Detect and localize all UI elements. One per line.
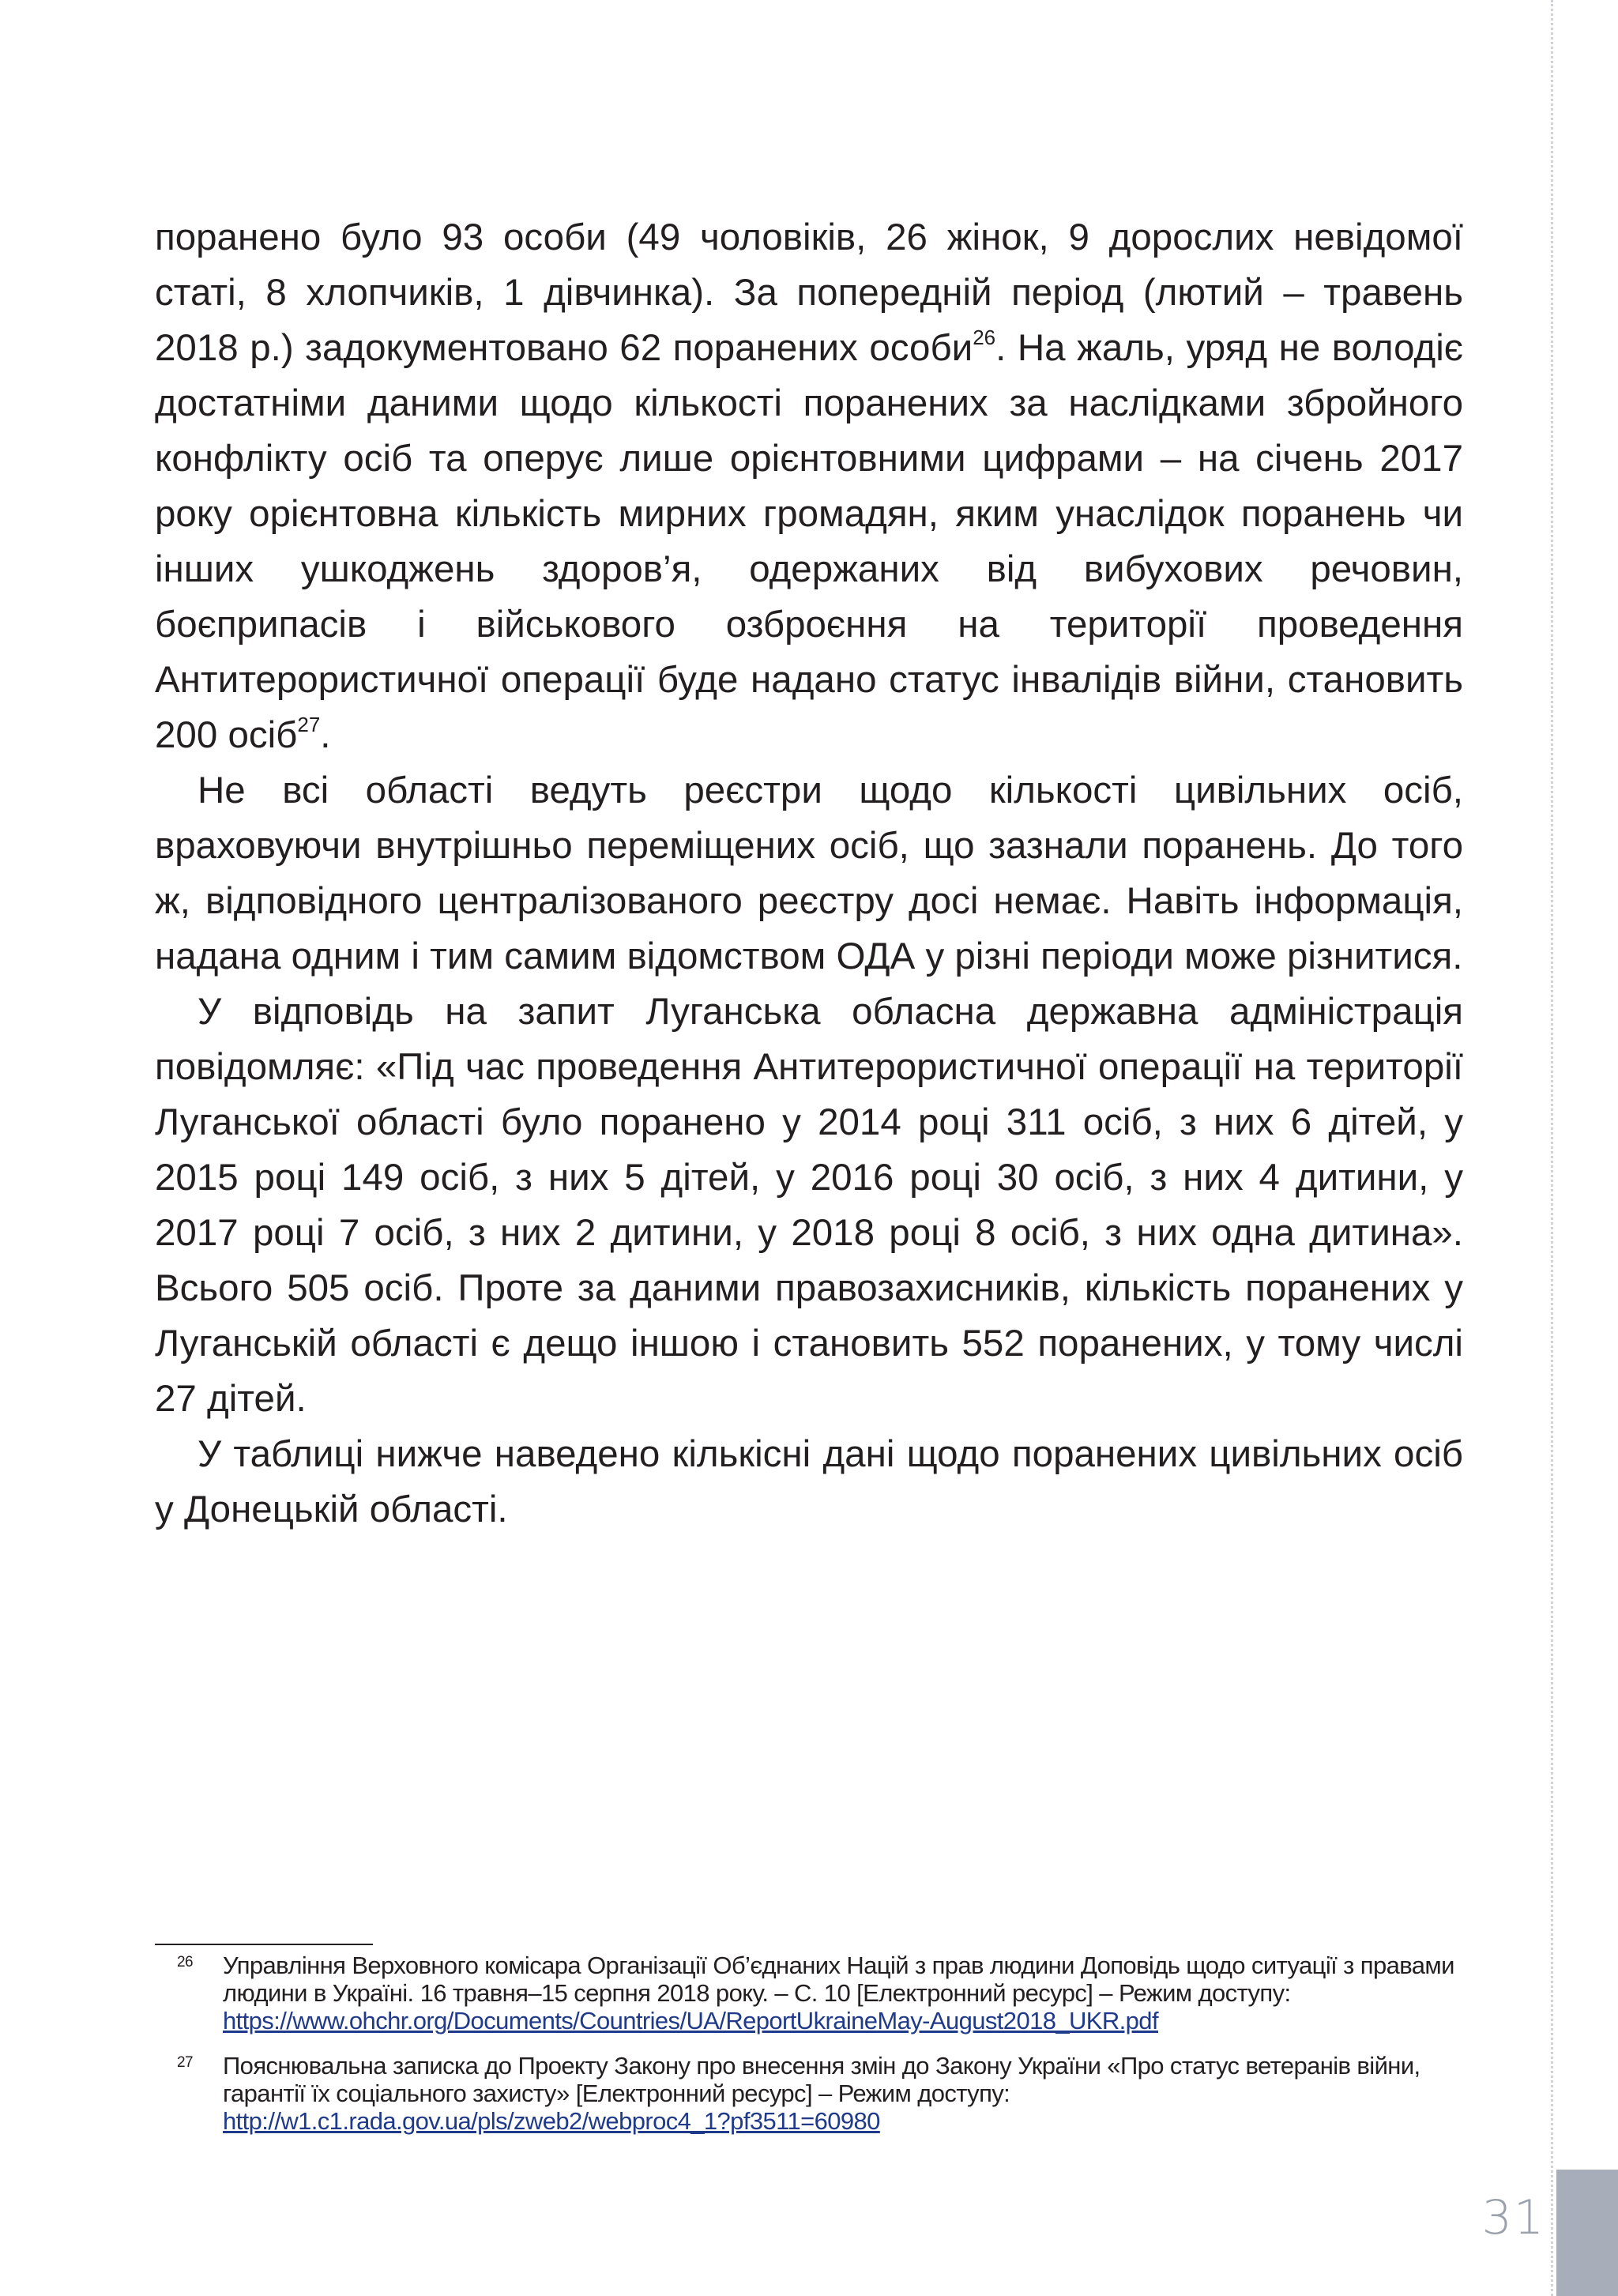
footnote-text: Управління Верховного комісара Організації Об’єднаних Націй з прав людини Доповідь щодо ситуації з правами людини в Україні. 16 травня–15 серпня 2018 року. – С. 10 [Електронний ресурс] – Режим доступу: xyxy=(223,1952,1454,2007)
page-edge-margin xyxy=(1551,0,1618,2296)
paragraph-1 xyxy=(155,210,1463,763)
body-text xyxy=(155,210,1463,1538)
paragraph-text: поранено було 93 особи (49 чоловіків, 26 жінок, 9 дорослих невідомої статі, 8 хлопчиків, 1 дівчинка). За попередній період (лютий – травень 2018 р.) задокументовано 62 поранених особи xyxy=(155,216,1463,369)
footnote-link[interactable]: https://www.ohchr.org/Documents/Countries/UA/ReportUkraineMay-August2018_UKR.pdf xyxy=(223,2007,1158,2034)
paragraph-3 xyxy=(155,984,1463,1427)
footnote-ref-26[interactable]: 26 xyxy=(973,326,996,349)
footnote-link[interactable]: http://w1.c1.rada.gov.ua/pls/zweb2/webproc4_1?pf3511=60980 xyxy=(223,2107,880,2135)
paragraph-text: У таблиці нижче наведено кількісні дані щодо поранених цивільних осіб у Донецькій області. xyxy=(155,1433,1463,1530)
footnote-26 xyxy=(155,1952,1466,2034)
footnotes xyxy=(155,1952,1466,2152)
paragraph-text: У відповідь на запит Луганська обласна державна адміністрація повідомляє: «Під час проведення Антитерористичної операції на території Луганської області було поранено у 2014 році 311 осіб, з них 6 дітей, у 2015 році 149 осіб, з них 5 дітей, у 2016 році 30 осіб, з них 4 дитини, у 2017 році 7 осіб, з них 2 дитини, у 2018 році 8 осіб, з них одна дитина». Всього 505 осіб. Проте за даними правозахисників, кількість поранених у Луганській області є дещо іншою і становить 552 поранених, у тому числі 27 дітей. xyxy=(155,991,1463,1420)
paragraph-4 xyxy=(155,1427,1463,1538)
paragraph-2 xyxy=(155,763,1463,984)
page-tab-marker xyxy=(1556,2170,1618,2296)
page-number: 31 xyxy=(1481,2190,1545,2245)
footnote-text: Пояснювальна записка до Проекту Закону про внесення змін до Закону України «Про статус ветеранів війни, гарантії їх соціального захисту» [Електронний ресурс] – Режим доступу: xyxy=(223,2052,1420,2107)
paragraph-text: . xyxy=(320,714,331,756)
footnote-ref-27[interactable]: 27 xyxy=(297,713,321,736)
paragraph-text: Не всі області ведуть реєстри щодо кількості цивільних осіб, враховуючи внутрішньо переміщених осіб, що зазнали поранень. До того ж, відповідного централізованого реєстру досі немає. Навіть інформація, надана одним і тим самим відомством ОДА у різні періоди може різнитися. xyxy=(155,770,1463,977)
footnote-number: 26 xyxy=(177,1954,193,1970)
footnote-number: 27 xyxy=(177,2054,193,2071)
paragraph-text: . На жаль, уряд не володіє достатніми даними щодо кількості поранених за наслідками збройного конфлікту осіб та оперує лише орієнтовними цифрами – на січень 2017 року орієнтовна кількість мирних громадян, яким унаслідок поранень чи інших ушкоджень здоров’я, одержаних від вибухових речовин, боєприпасів і військового озброєння на території проведення Антитерористичної операції буде надано статус інвалідів війни, становить 200 осіб xyxy=(155,327,1463,756)
footnote-separator xyxy=(155,1944,373,1945)
footnote-27 xyxy=(155,2052,1466,2135)
